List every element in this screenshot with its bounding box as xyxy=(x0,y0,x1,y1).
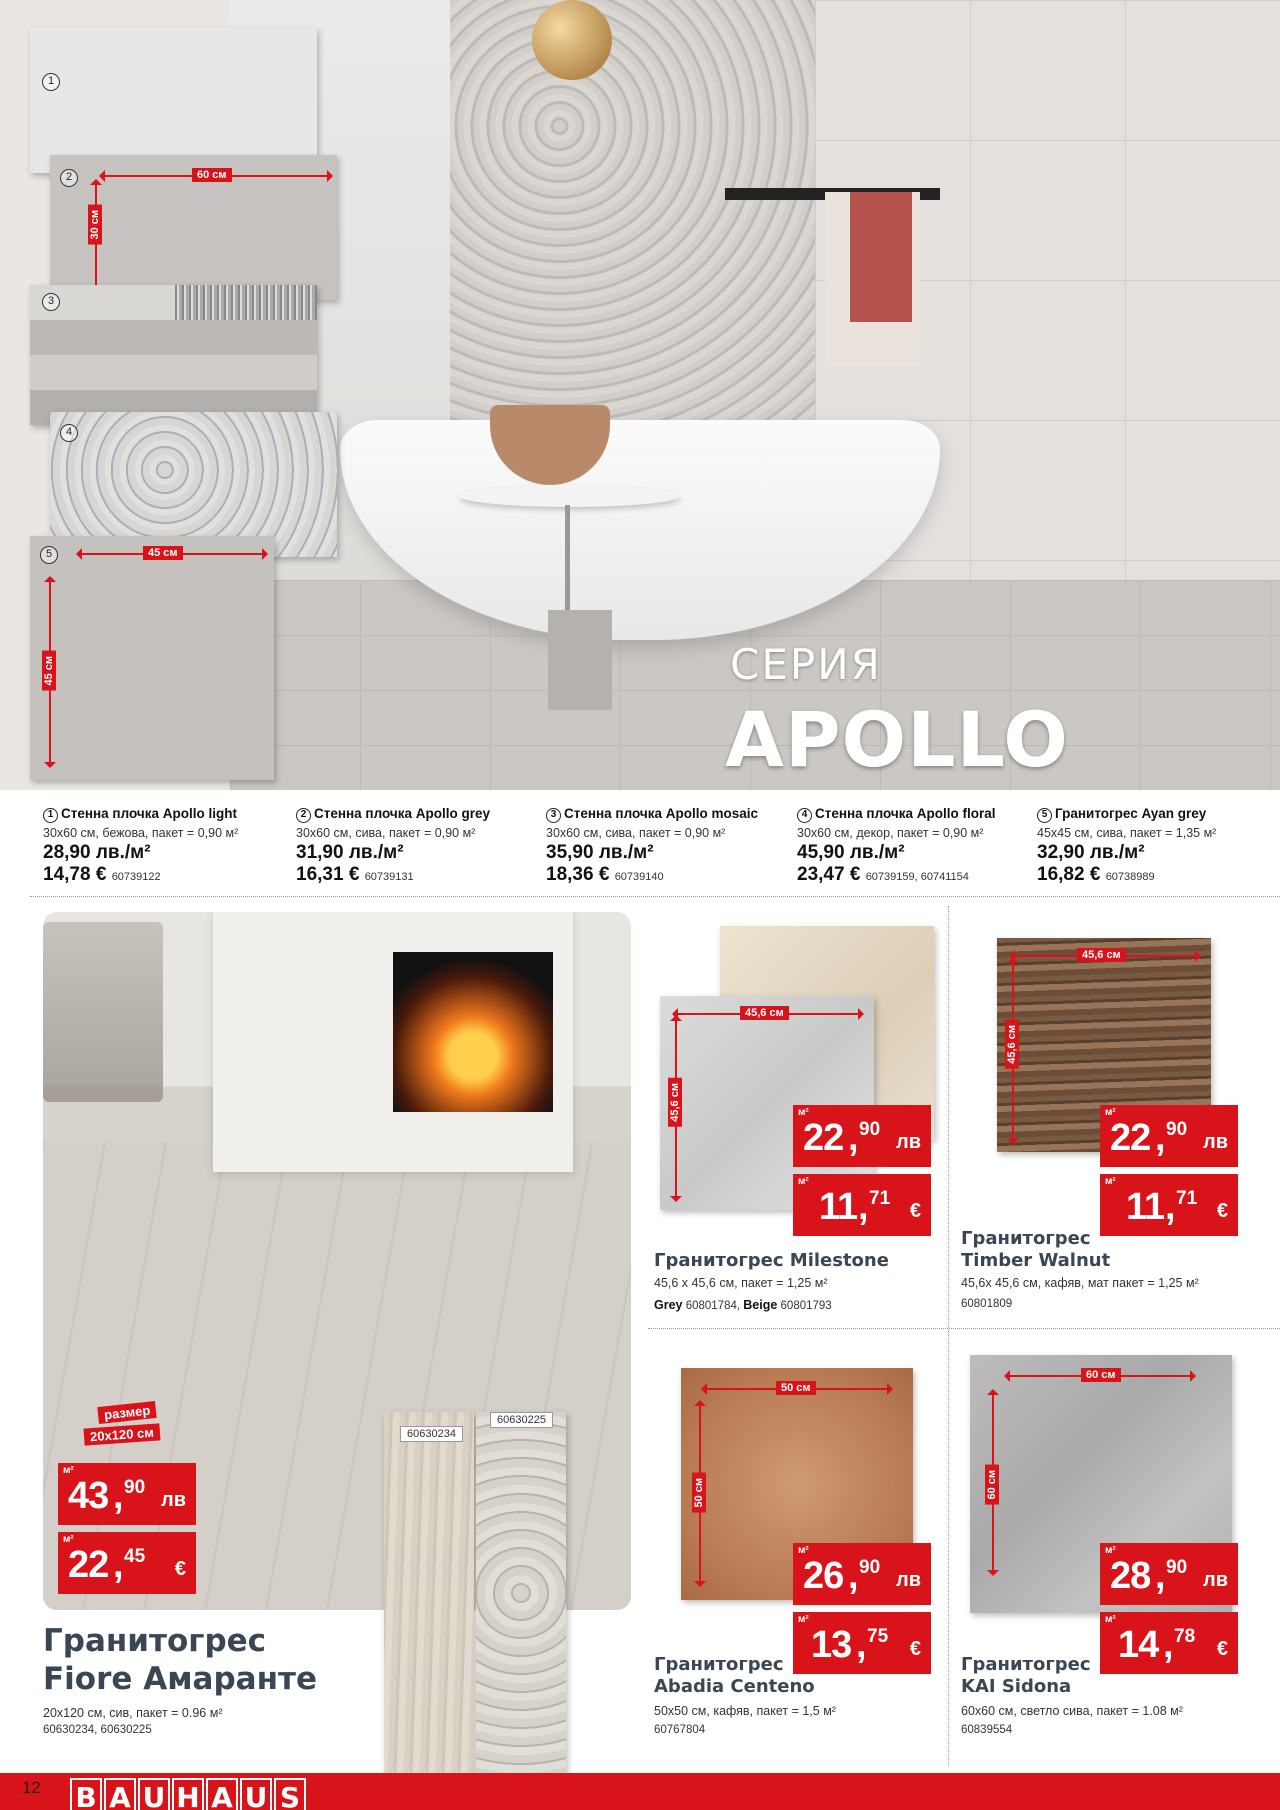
product-code: 60739131 xyxy=(364,871,414,883)
variant-code: 60801784, xyxy=(685,1300,741,1312)
sidona-desc: 60x60 см, светло сива, пакет = 1.08 м² xyxy=(961,1704,1183,1718)
price-int: 22 xyxy=(803,1117,844,1159)
price-unit: м² xyxy=(63,1534,74,1545)
price-badge-eur: м² 11 , 71 € xyxy=(1100,1174,1238,1236)
timber-codes: 60801809 xyxy=(961,1298,1013,1310)
item-number: 4 xyxy=(797,808,812,823)
fiore-desc: 20x120 см, сив, пакет = 0.96 м² xyxy=(43,1706,223,1720)
price-dec: 75 xyxy=(867,1626,889,1647)
plank-code: 60630225 xyxy=(490,1412,553,1428)
price-badge-bgn: м² 26 , 90 лв xyxy=(793,1543,931,1605)
product-apollo-grey xyxy=(296,806,536,886)
timber-desc: 45,6x 45,6 см, кафяв, мат пакет = 1,25 м² xyxy=(961,1276,1199,1290)
timber-title-line1: Гранитогрес xyxy=(961,1228,1091,1249)
sidona-codes: 60839554 xyxy=(961,1724,1013,1736)
item-number: 5 xyxy=(1037,808,1052,823)
towel xyxy=(850,192,912,322)
product-desc: 45x45 см, сива, пакет = 1,35 м² xyxy=(1037,826,1217,840)
price-badge-bgn: м² 22 , 90 лв xyxy=(1100,1105,1238,1167)
price-unit: м² xyxy=(798,1176,809,1187)
price-int: 11 xyxy=(1126,1186,1165,1228)
dimension-label: 45,6 см xyxy=(740,1006,789,1020)
price-int: 14 xyxy=(1118,1624,1159,1666)
milestone-title: Гранитогрес Milestone xyxy=(654,1250,889,1271)
sample-number: 5 xyxy=(40,546,58,564)
dimension-label: 45,6 см xyxy=(1077,948,1126,962)
logo-letter: H xyxy=(172,1778,204,1810)
dimension-label: 45,6 см xyxy=(1005,1020,1019,1069)
product-title: Стенна плочка Apollo floral xyxy=(815,806,996,821)
timber-title-line2: Timber Walnut xyxy=(961,1250,1111,1271)
price-int: 28 xyxy=(1110,1555,1151,1597)
side-table-leg xyxy=(565,505,570,615)
logo-letter: U xyxy=(138,1778,170,1810)
price-unit: м² xyxy=(1105,1107,1116,1118)
divider xyxy=(30,896,1280,897)
variant-name: Beige xyxy=(743,1298,778,1312)
price-dec: 90 xyxy=(1166,1119,1188,1140)
sample-number: 4 xyxy=(60,424,78,442)
product-ayan-grey xyxy=(1037,806,1277,886)
price-dec: 90 xyxy=(1166,1557,1188,1578)
price-int: 22 xyxy=(68,1544,109,1586)
logo-letter: A xyxy=(206,1778,238,1810)
price-unit: м² xyxy=(63,1465,74,1476)
plank-sample-wood xyxy=(384,1412,474,1774)
price-unit: м² xyxy=(1105,1176,1116,1187)
dimension-label: 60 см xyxy=(1081,1368,1121,1382)
side-table xyxy=(460,485,680,507)
currency: лв xyxy=(896,1569,921,1591)
price-badge-bgn: м² 43 , 90 лв xyxy=(58,1463,196,1525)
price-dec: 90 xyxy=(859,1557,881,1578)
price-unit: м² xyxy=(1105,1614,1116,1625)
product-desc: 30x60 см, декор, пакет = 0,90 м² xyxy=(797,826,984,840)
dimension-label: 60 см xyxy=(985,1465,999,1505)
price-eur: 23,47 € xyxy=(797,864,861,885)
abadia-desc: 50x50 см, кафяв, пакет = 1,5 м² xyxy=(654,1704,836,1718)
dimension-label: 45 см xyxy=(143,546,183,560)
variant-code: 60801793 xyxy=(780,1300,832,1312)
abadia-codes: 60767804 xyxy=(654,1724,706,1736)
timber-title xyxy=(961,1228,1110,1272)
product-desc: 30x60 см, сива, пакет = 0,90 м² xyxy=(546,826,726,840)
price-badge-bgn: м² 22 , 90 лв xyxy=(793,1105,931,1167)
currency: лв xyxy=(1203,1131,1228,1153)
product-title: Стенна плочка Apollo grey xyxy=(314,806,491,821)
dimension-label: 45,6 см xyxy=(668,1078,682,1127)
sidona-title-line1: Гранитогрес xyxy=(961,1654,1091,1675)
price-badge-eur: м² 11 , 71 € xyxy=(793,1174,931,1236)
product-title: Гранитогрес Ayan grey xyxy=(1055,806,1207,821)
tile-sample-1 xyxy=(30,28,317,173)
product-desc: 30x60 см, бежова, пакет = 0,90 м² xyxy=(43,826,239,840)
dimension-label: 45 см xyxy=(42,651,56,691)
abadia-title-line2: Abadia Centeno xyxy=(654,1676,815,1697)
fireplace xyxy=(393,952,553,1112)
page-number: 12 xyxy=(22,1778,41,1797)
currency: € xyxy=(1216,1638,1228,1660)
price-badge-eur: м² 22 , 45 € xyxy=(58,1532,196,1594)
price-int: 43 xyxy=(68,1475,109,1517)
price-bgn: 35,90 лв./м² xyxy=(546,842,654,863)
price-eur: 14,78 € xyxy=(43,864,107,885)
size-value: 20x120 см xyxy=(83,1423,160,1445)
price-eur: 18,36 € xyxy=(546,864,610,885)
price-badge-eur: м² 14 , 78 € xyxy=(1100,1612,1238,1674)
currency: лв xyxy=(896,1131,921,1153)
dimension-label: 50 см xyxy=(692,1473,706,1513)
milestone-desc: 45,6 x 45,6 см, пакет = 1,25 м² xyxy=(654,1276,828,1290)
item-number: 1 xyxy=(43,808,58,823)
plank-code: 60630234 xyxy=(400,1426,463,1442)
currency: € xyxy=(909,1200,921,1222)
price-eur: 16,82 € xyxy=(1037,864,1101,885)
pendant-lamp xyxy=(532,0,612,80)
product-code: 60739159, 60741154 xyxy=(865,871,969,883)
dimension-label: 30 см xyxy=(88,205,102,245)
price-dec: 78 xyxy=(1174,1626,1196,1647)
fiore-codes: 60630234, 60630225 xyxy=(43,1724,152,1736)
bauhaus-logo xyxy=(70,1778,308,1810)
sample-number: 3 xyxy=(42,293,60,311)
sample-number: 1 xyxy=(42,73,60,91)
floral-wall xyxy=(450,0,815,420)
dimension-label: 50 см xyxy=(776,1381,816,1395)
item-number: 3 xyxy=(546,808,561,823)
plank-sample-pattern xyxy=(476,1412,566,1774)
price-unit: м² xyxy=(798,1107,809,1118)
currency: € xyxy=(909,1638,921,1660)
chair xyxy=(43,922,163,1102)
tile-sample-2 xyxy=(50,155,337,300)
series-label: СЕРИЯ xyxy=(730,640,882,689)
logo-letter: A xyxy=(104,1778,136,1810)
sidona-title xyxy=(961,1654,1091,1698)
price-dec: 71 xyxy=(869,1188,891,1209)
price-unit: м² xyxy=(798,1545,809,1556)
price-unit: м² xyxy=(798,1614,809,1625)
divider xyxy=(648,1328,1280,1329)
product-apollo-light xyxy=(43,806,283,886)
price-bgn: 45,90 лв./м² xyxy=(797,842,905,863)
size-label: размер xyxy=(97,1401,157,1424)
product-code: 60739122 xyxy=(111,871,161,883)
logo-letter: S xyxy=(274,1778,306,1810)
item-number: 2 xyxy=(296,808,311,823)
sample-number: 2 xyxy=(60,169,78,187)
fiore-title xyxy=(43,1622,317,1698)
abadia-title xyxy=(654,1654,815,1698)
price-int: 22 xyxy=(1110,1117,1151,1159)
price-dec: 71 xyxy=(1176,1188,1198,1209)
fiore-title-line1: Гранитогрес xyxy=(43,1623,267,1659)
product-title: Стенна плочка Apollo light xyxy=(61,806,237,821)
price-bgn: 31,90 лв./м² xyxy=(296,842,404,863)
mosaic-strip xyxy=(175,285,317,320)
price-bgn: 28,90 лв./м² xyxy=(43,842,151,863)
price-dec: 90 xyxy=(124,1477,146,1498)
currency: лв xyxy=(161,1489,186,1511)
price-int: 13 xyxy=(811,1624,852,1666)
currency: € xyxy=(1216,1200,1228,1222)
variant-name: Grey xyxy=(654,1298,683,1312)
sidona-title-line2: KAI Sidona xyxy=(961,1676,1072,1697)
series-name: APOLLO xyxy=(725,695,1069,784)
price-dec: 90 xyxy=(859,1119,881,1140)
currency: лв xyxy=(1203,1569,1228,1591)
tile-sample-3 xyxy=(30,285,317,425)
divider xyxy=(948,906,949,1766)
tile-sample-5 xyxy=(30,536,274,780)
product-desc: 30x60 см, сива, пакет = 0,90 м² xyxy=(296,826,476,840)
milestone-codes xyxy=(654,1298,832,1312)
abadia-title-line1: Гранитогрес xyxy=(654,1654,784,1675)
product-title: Стенна плочка Apollo mosaic xyxy=(564,806,759,821)
product-code: 60738989 xyxy=(1105,871,1155,883)
dimension-label: 60 см xyxy=(192,168,232,182)
product-apollo-mosaic xyxy=(546,806,786,886)
price-eur: 16,31 € xyxy=(296,864,360,885)
price-int: 26 xyxy=(803,1555,844,1597)
price-unit: м² xyxy=(1105,1545,1116,1556)
side-table-base xyxy=(548,610,612,710)
price-dec: 45 xyxy=(124,1546,146,1567)
price-badge-eur: м² 13 , 75 € xyxy=(793,1612,931,1674)
product-code: 60739140 xyxy=(614,871,664,883)
currency: € xyxy=(174,1558,186,1580)
product-apollo-floral xyxy=(797,806,1037,886)
price-badge-bgn: м² 28 , 90 лв xyxy=(1100,1543,1238,1605)
fiore-title-line2: Fiore Амаранте xyxy=(43,1661,317,1697)
logo-letter: B xyxy=(70,1778,102,1810)
logo-letter: U xyxy=(240,1778,272,1810)
price-bgn: 32,90 лв./м² xyxy=(1037,842,1145,863)
price-int: 11 xyxy=(819,1186,858,1228)
